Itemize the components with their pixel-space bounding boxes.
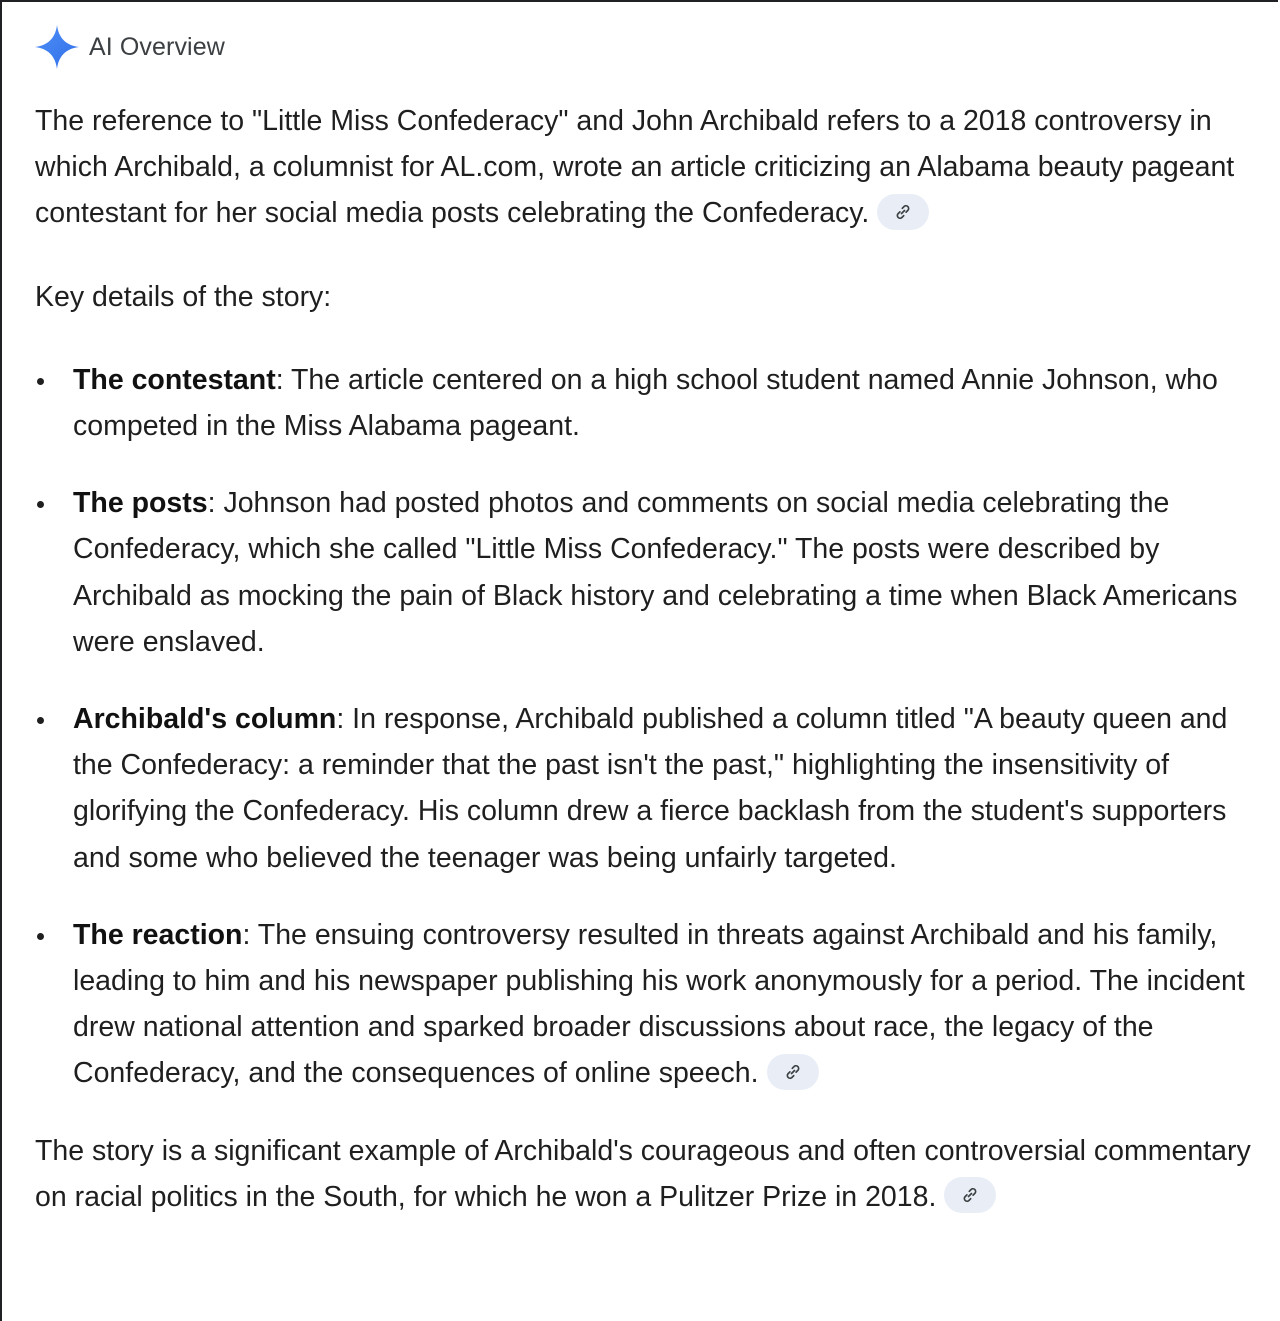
point-text: : In response, Archibald published a column titled "A beauty queen and the Confederacy: a reminder that the past isn't the past," highlighting the insensitivity of glorifying the Confederacy. His column drew a fierce backlash from the student's supporters and some who believed the teenager was being unfairly targeted. [73,703,1228,874]
key-details-list [35,357,1260,1097]
source-link-button[interactable] [944,1177,996,1213]
overview-content [35,98,1260,1220]
link-icon [960,1185,980,1205]
ai-overview-header [33,24,225,70]
ai-overview-title: AI Overview [89,32,225,61]
link-icon [893,202,913,222]
list-item [35,912,1260,1097]
list-item [35,480,1260,665]
intro-text: The reference to "Little Miss Confederacy" and John Archibald refers to a 2018 controversy in which Archibald, a columnist for AL.com, wrote an article criticizing an Alabama beauty pageant contestant for her social media posts celebrating the Confederacy. [35,105,1235,230]
link-icon [783,1062,803,1082]
point-title: The contestant [73,363,276,396]
sparkle-icon [33,23,81,71]
conclusion-paragraph [35,1128,1260,1220]
key-details-label: Key details of the story: [35,280,332,313]
source-link-button[interactable] [877,194,929,230]
point-title: The reaction [73,918,243,951]
point-text: : Johnson had posted photos and comments on social media celebrating the Confederacy, which she called "Little Miss Confederacy." The posts were described by Archibald as mocking the pain of Black history and celebrating a time when Black Americans were enslaved. [73,487,1238,658]
point-text: : The ensuing controversy resulted in threats against Archibald and his family, leading to him and his newspaper publishing his work anonymously for a period. The incident drew national attention and sparked broader discussions about race, the legacy of the Confederacy, and the consequences of online speech. [73,918,1245,1090]
conclusion-text: The story is a significant example of Archibald's courageous and often controversial commentary on racial politics in the South, for which he won a Pulitzer Prize in 2018. [35,1134,1251,1213]
point-title: Archibald's column [73,703,337,736]
list-item [35,357,1260,449]
point-title: The posts [73,487,208,520]
list-item [35,696,1260,881]
source-link-button[interactable] [767,1054,819,1090]
intro-paragraph [35,98,1260,237]
point-text: : The article centered on a high school student named Annie Johnson, who competed in the Miss Alabama pageant. [73,363,1218,443]
